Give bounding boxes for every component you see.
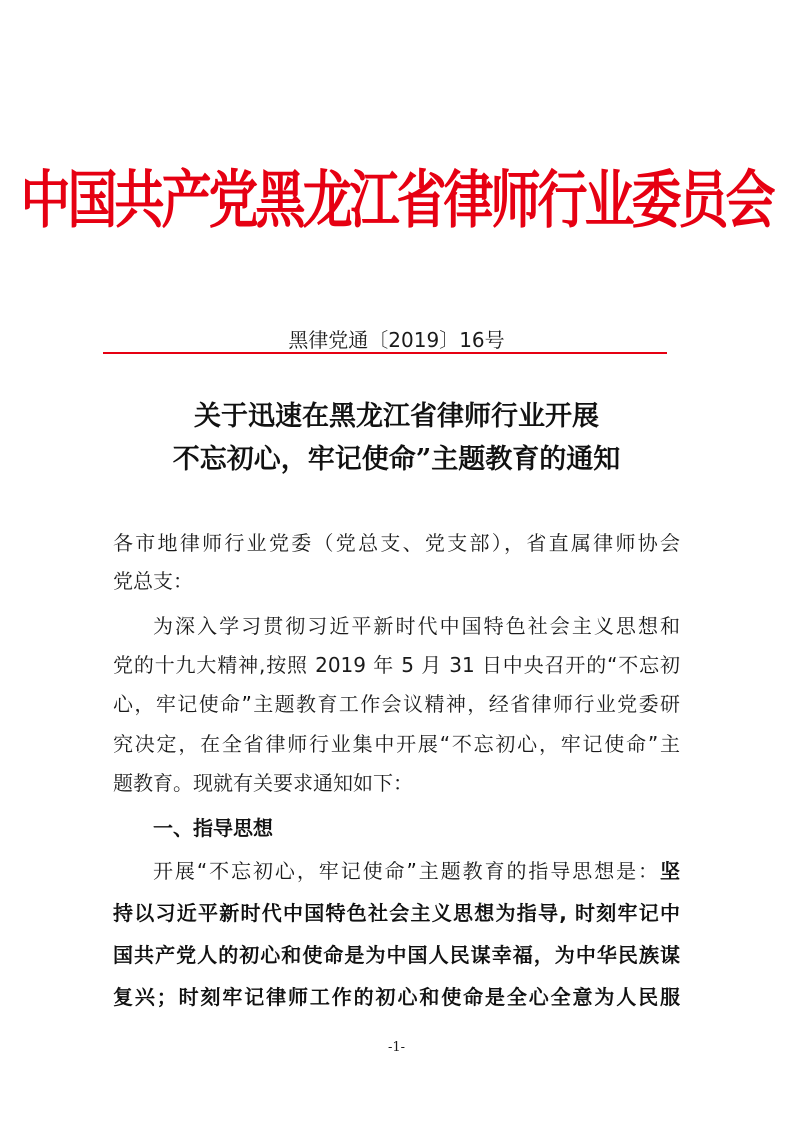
- paragraph-line: 题教育。现就有关要求通知如下：: [113, 771, 413, 795]
- recipient-line-1: 各市地律师行业党委（党总支、党支部），省直属律师协会: [113, 531, 680, 555]
- page-number: -1-: [387, 1040, 406, 1055]
- red-divider-line: [103, 352, 667, 354]
- paragraph-line: 为深入学习贯彻习近平新时代中国特色社会主义思想和: [153, 614, 680, 638]
- paragraph-line: 党的十九大精神,按照 2019 年 5 月 31 日中央召开的“不忘初: [113, 653, 680, 677]
- recipient-line-2: 党总支：: [113, 569, 193, 593]
- notice-title-line-1: 关于迅速在黑龙江省律师行业开展: [194, 401, 599, 432]
- organization-header: 中国共产党黑龙江省律师行业委员会: [20, 163, 773, 237]
- paragraph-line-bold: 复兴；时刻牢记律师工作的初心和使命是全心全意为人民服: [113, 985, 680, 1009]
- document-number: 黑律党通〔2019〕16号: [288, 328, 505, 352]
- paragraph-line-regular: 开展“不忘初心，牢记使命”主题教育的指导思想是：: [153, 859, 660, 883]
- paragraph-line: 究决定，在全省律师行业集中开展“不忘初心，牢记使命”主: [113, 732, 680, 756]
- paragraph-line-bold: 国共产党人的初心和使命是为中国人民谋幸福，为中华民族谋: [113, 943, 680, 967]
- paragraph-line: 心，牢记使命”主题教育工作会议精神，经省律师行业党委研: [113, 692, 680, 716]
- paragraph-line: [153, 856, 680, 886]
- notice-title-line-2: 不忘初心，牢记使命”主题教育的通知: [172, 444, 621, 475]
- section-heading-guiding-ideology: 一、指导思想: [153, 816, 273, 840]
- paragraph-line-bold-start: 坚: [660, 859, 680, 883]
- paragraph-line-bold: 持以习近平新时代中国特色社会主义思想为指导, 时刻牢记中: [113, 901, 680, 925]
